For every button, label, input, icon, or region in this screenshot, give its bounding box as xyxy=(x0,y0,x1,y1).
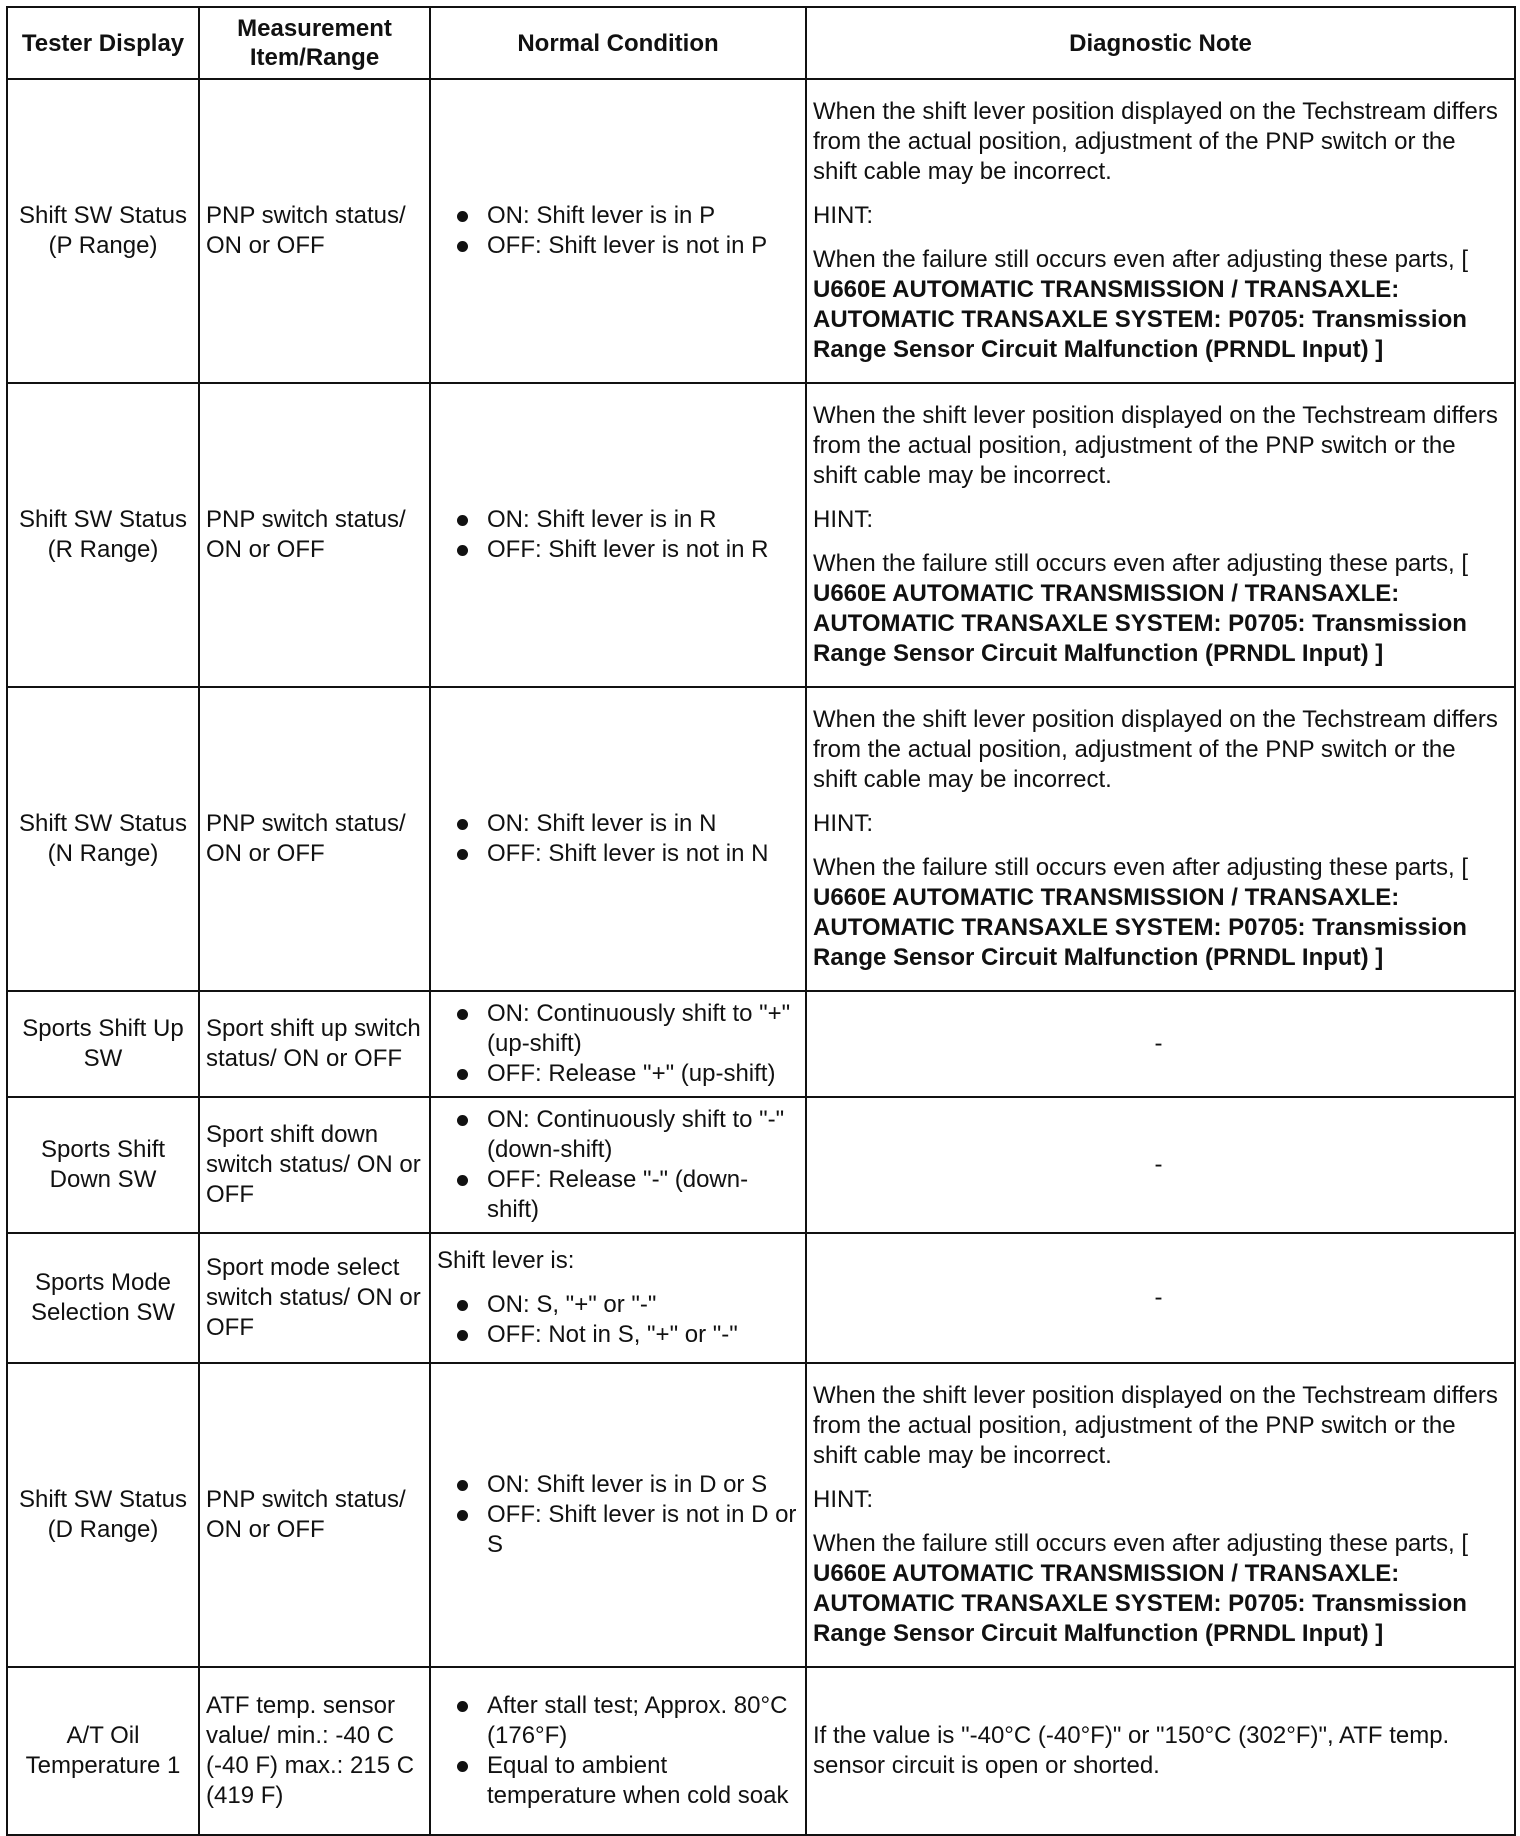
note-paragraph: When the shift lever position displayed on the Techstream differs from the actual position, adjustment of the PNP switch or the shift cable may be incorrect. xyxy=(813,706,1498,793)
note-hint: HINT: xyxy=(813,506,873,533)
condition-item: ON: Shift lever is in D or S xyxy=(487,1470,799,1500)
condition-list xyxy=(443,505,799,565)
condition-list xyxy=(437,1290,799,1350)
reference-link[interactable]: U660E AUTOMATIC TRANSMISSION / TRANSAXLE: AUTOMATIC TRANSAXLE SYSTEM: P0705: Transmission Range Sensor Circuit Malfunction (PRNDL Input) ] xyxy=(813,276,1467,363)
reference-link[interactable]: U660E AUTOMATIC TRANSMISSION / TRANSAXLE: AUTOMATIC TRANSAXLE SYSTEM: P0705: Transmission Range Sensor Circuit Malfunction (PRNDL Input) ] xyxy=(813,1560,1467,1647)
condition-item: ON: Shift lever is in P xyxy=(487,201,799,231)
note-hint: HINT: xyxy=(813,1486,873,1513)
diagnostic-note-cell xyxy=(806,79,1515,383)
measurement-item-cell: Sport shift down switch status/ ON or OFF xyxy=(199,1097,430,1233)
condition-item: OFF: Release "+" (up-shift) xyxy=(487,1059,799,1089)
measurement-item-cell: ATF temp. sensor value/ min.: -40 C (-40 F) max.: 215 C (419 F) xyxy=(199,1667,430,1835)
tester-display-cell: Shift SW Status (R Range) xyxy=(7,383,199,687)
normal-condition-cell xyxy=(430,79,806,383)
normal-condition-cell xyxy=(430,1363,806,1667)
note-reference xyxy=(813,853,1504,973)
diagnostic-note-cell xyxy=(806,687,1515,991)
condition-list xyxy=(443,1105,799,1225)
header-tester-display: Tester Display xyxy=(7,7,199,79)
table-row xyxy=(7,687,1515,991)
condition-item: OFF: Release "-" (down-shift) xyxy=(487,1165,799,1225)
normal-condition-cell xyxy=(430,687,806,991)
normal-condition-cell xyxy=(430,991,806,1097)
measurement-item-cell: PNP switch status/ ON or OFF xyxy=(199,1363,430,1667)
tester-display-cell: Sports Shift Down SW xyxy=(7,1097,199,1233)
data-table xyxy=(6,6,1516,1836)
condition-item: OFF: Shift lever is not in P xyxy=(487,231,799,261)
condition-item: After stall test; Approx. 80°C (176°F) xyxy=(487,1691,799,1751)
normal-condition-cell xyxy=(430,1233,806,1363)
table-row xyxy=(7,383,1515,687)
diagnostic-note-cell xyxy=(806,383,1515,687)
note-paragraph: When the shift lever position displayed on the Techstream differs from the actual position, adjustment of the PNP switch or the shift cable may be incorrect. xyxy=(813,1382,1498,1469)
condition-item: ON: Continuously shift to "-" (down-shift) xyxy=(487,1105,799,1165)
note-failure-text: When the failure still occurs even after adjusting these parts, [ xyxy=(813,550,1468,577)
measurement-item-cell: Sport shift up switch status/ ON or OFF xyxy=(199,991,430,1097)
condition-list xyxy=(443,809,799,869)
measurement-item-cell: PNP switch status/ ON or OFF xyxy=(199,687,430,991)
condition-item: ON: Shift lever is in R xyxy=(487,505,799,535)
condition-item: OFF: Not in S, "+" or "-" xyxy=(487,1320,799,1350)
table-row xyxy=(7,1097,1515,1233)
condition-item: OFF: Shift lever is not in N xyxy=(487,839,799,869)
condition-item: Equal to ambient temperature when cold soak xyxy=(487,1751,799,1811)
table-row xyxy=(7,1363,1515,1667)
diagnostic-note-cell xyxy=(806,1363,1515,1667)
note-hint: HINT: xyxy=(813,202,873,229)
note-failure-text: When the failure still occurs even after adjusting these parts, [ xyxy=(813,1530,1468,1557)
reference-link[interactable]: U660E AUTOMATIC TRANSMISSION / TRANSAXLE: AUTOMATIC TRANSAXLE SYSTEM: P0705: Transmission Range Sensor Circuit Malfunction (PRNDL Input) ] xyxy=(813,884,1467,971)
normal-condition-cell xyxy=(430,1097,806,1233)
table-row xyxy=(7,79,1515,383)
normal-condition-cell xyxy=(430,383,806,687)
tester-display-cell: Shift SW Status (N Range) xyxy=(7,687,199,991)
note-paragraph: When the shift lever position displayed on the Techstream differs from the actual position, adjustment of the PNP switch or the shift cable may be incorrect. xyxy=(813,98,1498,185)
normal-condition-cell xyxy=(430,1667,806,1835)
condition-item: ON: S, "+" or "-" xyxy=(487,1290,799,1320)
note-hint: HINT: xyxy=(813,810,873,837)
note-reference xyxy=(813,549,1504,669)
diagnostic-note-cell: - xyxy=(806,1097,1515,1233)
table-row xyxy=(7,1233,1515,1363)
tester-display-cell: Shift SW Status (D Range) xyxy=(7,1363,199,1667)
tester-display-cell: Sports Mode Selection SW xyxy=(7,1233,199,1363)
tester-display-cell: Sports Shift Up SW xyxy=(7,991,199,1097)
condition-item: OFF: Shift lever is not in D or S xyxy=(487,1500,799,1560)
condition-item: OFF: Shift lever is not in R xyxy=(487,535,799,565)
condition-intro: Shift lever is: xyxy=(437,1247,575,1274)
diagnostic-note-cell: - xyxy=(806,1233,1515,1363)
measurement-item-cell: PNP switch status/ ON or OFF xyxy=(199,79,430,383)
measurement-item-cell: PNP switch status/ ON or OFF xyxy=(199,383,430,687)
reference-link[interactable]: U660E AUTOMATIC TRANSMISSION / TRANSAXLE: AUTOMATIC TRANSAXLE SYSTEM: P0705: Transmission Range Sensor Circuit Malfunction (PRNDL Input) ] xyxy=(813,580,1467,667)
condition-list xyxy=(443,999,799,1089)
diagnostic-note-cell: If the value is "-40°C (-40°F)" or "150°C (302°F)", ATF temp. sensor circuit is open or shorted. xyxy=(806,1667,1515,1835)
condition-item: ON: Shift lever is in N xyxy=(487,809,799,839)
tester-display-cell: Shift SW Status (P Range) xyxy=(7,79,199,383)
note-reference xyxy=(813,1529,1504,1649)
header-diagnostic-note: Diagnostic Note xyxy=(806,7,1515,79)
condition-list xyxy=(443,1691,799,1811)
condition-list xyxy=(443,201,799,261)
table-row xyxy=(7,991,1515,1097)
header-row xyxy=(7,7,1515,79)
condition-item: ON: Continuously shift to "+" (up-shift) xyxy=(487,999,799,1059)
table-row xyxy=(7,1667,1515,1835)
note-failure-text: When the failure still occurs even after adjusting these parts, [ xyxy=(813,246,1468,273)
diagnostic-note-cell: - xyxy=(806,991,1515,1097)
tester-display-cell: A/T Oil Temperature 1 xyxy=(7,1667,199,1835)
measurement-item-cell: Sport mode select switch status/ ON or OFF xyxy=(199,1233,430,1363)
note-paragraph: When the shift lever position displayed on the Techstream differs from the actual position, adjustment of the PNP switch or the shift cable may be incorrect. xyxy=(813,402,1498,489)
header-measurement-item: Measurement Item/Range xyxy=(199,7,430,79)
note-reference xyxy=(813,245,1504,365)
condition-list xyxy=(443,1470,799,1560)
note-failure-text: When the failure still occurs even after adjusting these parts, [ xyxy=(813,854,1468,881)
header-normal-condition: Normal Condition xyxy=(430,7,806,79)
